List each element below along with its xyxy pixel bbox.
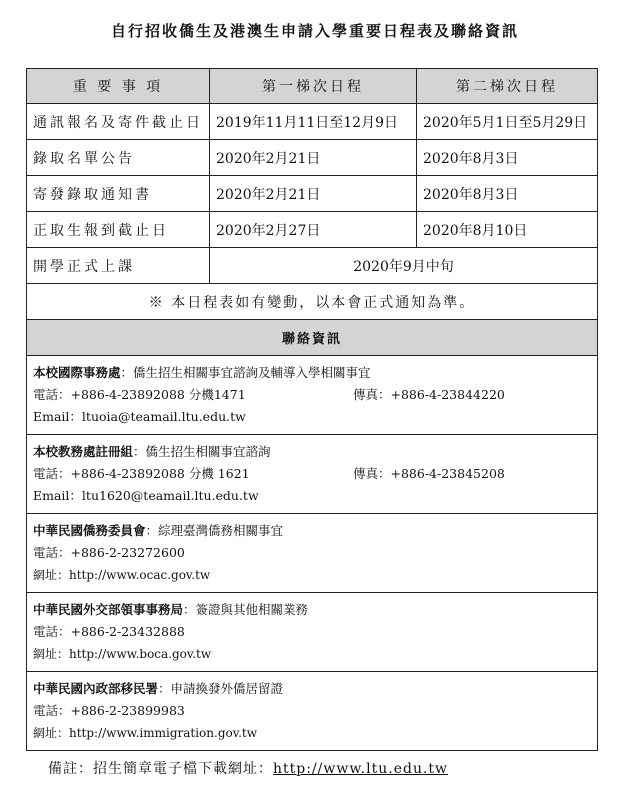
table-row <box>27 104 598 140</box>
table-header-row <box>27 69 598 104</box>
contact-desc: ：申請換發外僑居留證 <box>158 681 284 696</box>
contact-block <box>27 672 598 751</box>
event-name: 錄取名單公告 <box>27 140 210 176</box>
contact-name: 本校國際事務處 <box>33 365 121 380</box>
contact-name: 中華民國內政部移民署 <box>33 681 159 696</box>
table-row <box>27 212 598 248</box>
schedule-table <box>26 68 598 751</box>
contact-phone: 電話：+886-4-23892088 分機1471 <box>33 387 246 402</box>
contact-email[interactable]: Email：ltu1620@teamail.ltu.edu.tw <box>33 488 259 503</box>
contact-desc: ：僑生招生相關事宜諮詢 <box>133 444 271 459</box>
class-start-date: 2020年9月中旬 <box>210 248 598 284</box>
contact-block <box>27 356 598 435</box>
contact-name: 中華民國外交部領事事務局 <box>33 602 184 617</box>
table-row <box>27 176 598 212</box>
contact-name: 本校教務處註冊組 <box>33 444 134 459</box>
second-round-date: 2020年5月1日至5月29日 <box>417 104 598 140</box>
first-round-date: 2019年11月11日至12月9日 <box>210 104 417 140</box>
contact-website[interactable]: 網址：http://www.ocac.gov.tw <box>33 568 211 582</box>
event-name: 通訊報名及寄件截止日 <box>27 104 210 140</box>
first-round-date: 2020年2月27日 <box>210 212 417 248</box>
contact-block <box>27 514 598 593</box>
contact-desc: ：簽證與其他相關業務 <box>183 602 309 617</box>
contact-website[interactable]: 網址：http://www.immigration.gov.tw <box>33 726 257 740</box>
contact-block <box>27 435 598 514</box>
event-name: 寄發錄取通知書 <box>27 176 210 212</box>
schedule-note: ※ 本日程表如有變動，以本會正式通知為準。 <box>27 284 598 320</box>
contact-website[interactable]: 網址：http://www.boca.gov.tw <box>33 647 212 661</box>
download-link[interactable]: http://www.ltu.edu.tw <box>273 761 449 777</box>
event-name: 正取生報到截止日 <box>27 212 210 248</box>
contact-phone: 電話：+886-2-23432888 <box>33 624 185 639</box>
contact-block <box>27 593 598 672</box>
contact-name: 中華民國僑務委員會 <box>33 523 146 538</box>
second-round-date: 2020年8月3日 <box>417 176 598 212</box>
first-round-date: 2020年2月21日 <box>210 176 417 212</box>
table-row <box>27 140 598 176</box>
contact-phone: 電話：+886-2-23899983 <box>33 703 185 718</box>
contact-phone: 電話：+886-2-23272600 <box>33 545 185 560</box>
table-row <box>27 248 598 284</box>
column-header: 第二梯次日程 <box>417 69 598 104</box>
event-name: 開學正式上課 <box>27 248 210 284</box>
page-title: 自行招收僑生及港澳生申請入學重要日程表及聯絡資訊 <box>110 22 519 40</box>
footer-note <box>48 758 448 778</box>
contact-fax: 傳真：+886-4-23845208 <box>353 466 505 481</box>
contact-fax: 傳真：+886-4-23844220 <box>353 387 505 402</box>
second-round-date: 2020年8月10日 <box>417 212 598 248</box>
contacts-header: 聯絡資訊 <box>27 320 598 356</box>
contact-phone: 電話：+886-4-23892088 分機 1621 <box>33 466 250 481</box>
second-round-date: 2020年8月3日 <box>417 140 598 176</box>
contact-email[interactable]: Email：ltuoia@teamail.ltu.edu.tw <box>33 409 246 424</box>
contact-desc: ：綜理臺灣僑務相關事宜 <box>145 523 284 538</box>
first-round-date: 2020年2月21日 <box>210 140 417 176</box>
column-header: 第一梯次日程 <box>210 69 417 104</box>
contact-desc: ：僑生招生相關事宜諮詢及輔導入學相關事宜 <box>120 365 371 380</box>
column-header: 重 要 事 項 <box>27 69 210 104</box>
footer-label: 備註：招生簡章電子檔下載網址： <box>48 761 273 777</box>
